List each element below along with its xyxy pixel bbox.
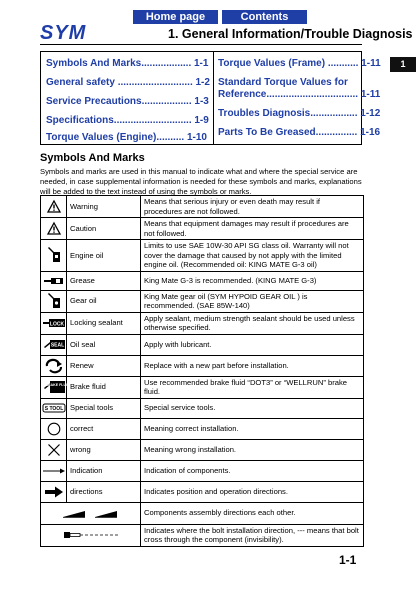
indication-arrow-icon xyxy=(41,460,67,481)
toc-link-standard-torque-values-reference[interactable]: Reference................................. 1-11 xyxy=(218,89,381,100)
gear-oil-can-icon xyxy=(41,290,67,312)
table-row xyxy=(41,290,364,312)
table-row xyxy=(41,376,364,398)
table-row xyxy=(41,481,364,502)
table-row xyxy=(41,196,364,218)
renew-arrows-icon xyxy=(41,355,67,376)
symbol-description: Components assembly directions each other. xyxy=(141,502,364,524)
toc-link-general-safety[interactable]: General safety ........................... 1-2 xyxy=(46,77,210,88)
table-row xyxy=(41,218,364,240)
special-tool-icon xyxy=(41,398,67,418)
symbol-description: King Mate gear oil (SYM HYPOID GEAR OIL ) is recommended. (SAE 85W-140) xyxy=(141,290,364,312)
locking-sealant-label: LOCK xyxy=(49,321,64,328)
symbol-description: Meaning correct installation. xyxy=(141,418,364,439)
symbol-name: Special tools xyxy=(67,398,141,418)
table-row xyxy=(41,460,364,481)
toc-link-symbols-and-marks[interactable]: Symbols And Marks.................. 1-1 xyxy=(46,58,209,69)
symbol-name: directions xyxy=(67,481,141,502)
table-row xyxy=(41,439,364,460)
section-intro: Symbols and marks are used in this manual to indicate what and where the special service are needed, in case supplemental information is needed for these symbols and marks, explanations will be added to the text instead of using the symbols or marks. xyxy=(40,167,362,196)
table-row xyxy=(41,524,364,546)
warning-triangle-icon xyxy=(41,196,67,218)
symbol-description: Indication of components. xyxy=(141,460,364,481)
table-row xyxy=(41,312,364,334)
toc-link-standard-torque-values[interactable]: Standard Torque Values for xyxy=(218,77,348,88)
title-underline xyxy=(40,44,362,45)
chapter-title: 1. General Information/Trouble Diagnosis xyxy=(168,27,413,41)
chapter-tab: 1 xyxy=(390,57,416,72)
toc-link-torque-values-engine[interactable]: Torque Values (Engine).......... 1-10 xyxy=(46,132,207,143)
symbol-name: Caution xyxy=(67,218,141,240)
section-heading: Symbols And Marks xyxy=(40,152,145,164)
toc-link-torque-values-frame[interactable]: Torque Values (Frame) ........... 1-11 xyxy=(218,58,381,69)
wrong-cross-icon xyxy=(41,439,67,460)
symbol-name: wrong xyxy=(67,439,141,460)
engine-oil-can-icon xyxy=(41,240,67,272)
oil-seal-label: SEAL xyxy=(50,342,64,348)
toc-divider xyxy=(213,52,214,144)
caution-triangle-icon xyxy=(41,218,67,240)
symbol-description: Use recommended brake fluid “DOT3” or “WELLRUN” brake fluid. xyxy=(141,376,364,398)
symbol-name: Engine oil xyxy=(67,240,141,272)
symbol-name: correct xyxy=(67,418,141,439)
bolt-direction-icon xyxy=(41,524,141,546)
contents-button[interactable]: Contents xyxy=(222,10,307,24)
symbol-name: Warning xyxy=(67,196,141,218)
symbol-description: Means that serious injury or even death may result if procedures are not followed. xyxy=(141,196,364,218)
symbol-description: Indicates position and operation directions. xyxy=(141,481,364,502)
symbols-table xyxy=(40,195,364,547)
symbol-name: Renew xyxy=(67,355,141,376)
special-tool-label: S TOOL xyxy=(44,406,63,413)
symbol-description: Replace with a new part before installation. xyxy=(141,355,364,376)
symbol-name: Brake fluid xyxy=(67,376,141,398)
table-row xyxy=(41,418,364,439)
symbol-description: Limits to use SAE 10W-30 API SG class oil. Warranty will not cover the damage that caused by not apply with the limited engine oil. (Recommended oil: KING MATE G-3 oil) xyxy=(141,240,364,272)
brake-fluid-label: BRAKE FLUID xyxy=(44,383,70,387)
grease-gun-icon xyxy=(41,271,67,290)
symbol-name: Indication xyxy=(67,460,141,481)
symbol-description: Apply with lubricant. xyxy=(141,334,364,355)
table-row xyxy=(41,271,364,290)
locking-sealant-tube-icon xyxy=(41,312,67,334)
table-row xyxy=(41,240,364,272)
brake-fluid-can-icon xyxy=(41,376,70,398)
symbol-description: Meaning wrong installation. xyxy=(141,439,364,460)
sym-logo: SYM xyxy=(40,22,87,44)
symbol-description: Special service tools. xyxy=(141,398,364,418)
symbol-name: Locking sealant xyxy=(67,312,141,334)
table-row xyxy=(41,355,364,376)
correct-circle-icon xyxy=(41,418,67,439)
symbol-description: Apply sealant, medium strength sealant should be used unless otherwise specified. xyxy=(141,312,364,334)
table-of-contents xyxy=(40,51,381,145)
symbol-name: Grease xyxy=(67,271,141,290)
table-row xyxy=(41,398,364,418)
toc-link-troubles-diagnosis[interactable]: Troubles Diagnosis................. 1-12 xyxy=(218,108,381,119)
toc-link-specifications[interactable]: Specifications............................ 1-9 xyxy=(46,115,209,126)
symbol-name: Oil seal xyxy=(67,334,141,355)
table-row xyxy=(41,334,364,355)
symbol-description: King Mate G-3 is recommended. (KING MATE G-3) xyxy=(141,271,364,290)
direction-arrow-icon xyxy=(41,481,67,502)
toc-link-service-precautions[interactable]: Service Precautions.................. 1-3 xyxy=(46,96,209,107)
table-row xyxy=(41,502,364,524)
page-number: 1-1 xyxy=(339,553,357,567)
symbol-description: Means that equipment damages may result if procedures are not followed. xyxy=(141,218,364,240)
symbol-name: Gear oil xyxy=(67,290,141,312)
assembly-wedges-icon xyxy=(41,502,141,524)
symbol-description: Indicates where the bolt installation direction, --- means that bolt cross through the component (invisibility). xyxy=(141,524,364,546)
toc-link-parts-to-be-greased[interactable]: Parts To Be Greased............... 1-16 xyxy=(218,127,381,138)
home-page-button[interactable]: Home page xyxy=(133,10,218,24)
oil-seal-can-icon xyxy=(41,334,67,355)
